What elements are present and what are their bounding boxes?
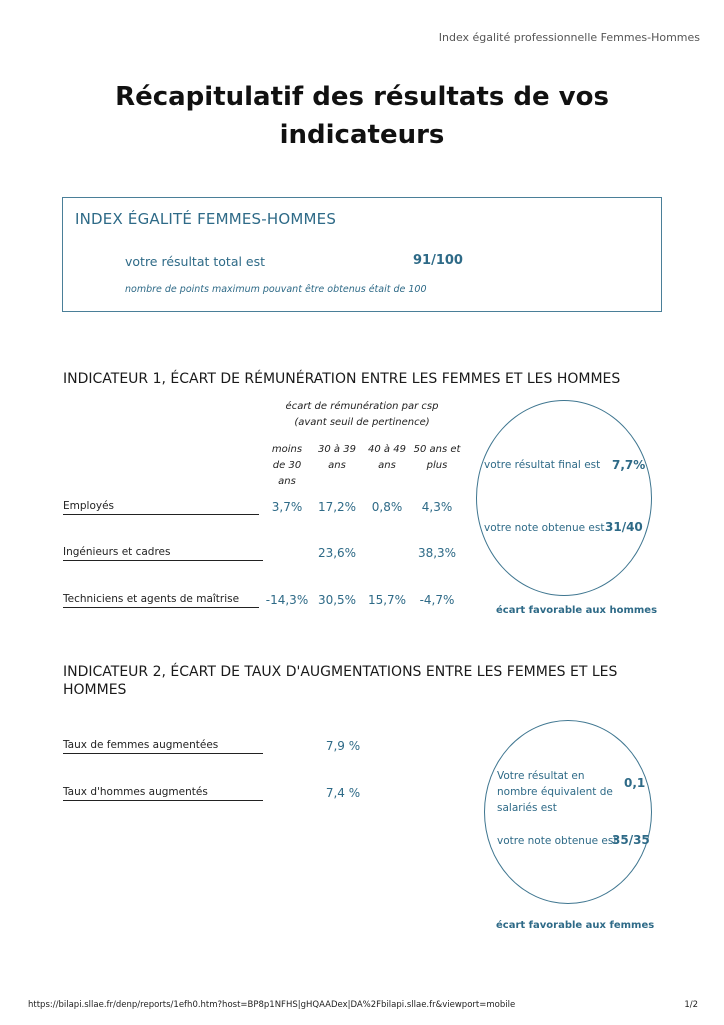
value-taux-femmes: 7,9 % (325, 739, 361, 753)
indicator2-score-value: 35/35 (612, 833, 650, 847)
indicator2-title-line-1: INDICATEUR 2, ÉCART DE TAUX D'AUGMENTATIONS ENTRE LES FEMMES ET LES (63, 664, 618, 680)
cell-employes-50-plus: 4,3% (421, 500, 453, 514)
cell-techniciens-40-49: 15,7% (367, 593, 407, 607)
row-label-ingenieurs-cadres: Ingénieurs et cadres (63, 546, 263, 561)
index-summary-box (62, 197, 662, 312)
footer-url: https://bilapi.sllae.fr/denp/reports/1efh0.htm?host=BP8p1NFHS|gHQAADex|DA%2Fbilapi.sllae.fr&viewport=mobile (28, 1000, 516, 1010)
indicator2-result-value: 0,1 (624, 776, 646, 790)
value-taux-hommes: 7,4 % (325, 786, 361, 800)
index-title: INDEX ÉGALITÉ FEMMES-HOMMES (75, 210, 337, 228)
indicator2-result-label-line: Votre résultat en (497, 770, 585, 782)
indicator1-final-value: 7,7% (612, 458, 646, 472)
column-header-40-49 (362, 442, 412, 474)
index-result-value: 91/100 (413, 253, 463, 268)
cell-employes-under-30: 3,7% (271, 500, 303, 514)
column-header-text: de 30 (272, 460, 302, 471)
column-header-text: 50 ans et (413, 444, 461, 455)
indicator2-result-label (497, 768, 613, 816)
column-header-text: 30 à 39 (318, 444, 356, 455)
column-header-text: ans (328, 460, 346, 471)
index-result-label: votre résultat total est (125, 254, 266, 269)
index-max-note: nombre de points maximum pouvant être obtenus était de 100 (125, 284, 427, 295)
indicator1-result-circle (476, 400, 652, 596)
column-header-text: plus (426, 460, 448, 471)
row-label-taux-femmes: Taux de femmes augmentées (63, 739, 263, 754)
column-header-text: ans (378, 460, 396, 471)
column-header-under-30 (262, 442, 312, 490)
cell-employes-40-49: 0,8% (371, 500, 403, 514)
indicator1-score-label: votre note obtenue est (484, 522, 605, 534)
indicator1-caption (262, 399, 462, 431)
indicator1-title: INDICATEUR 1, ÉCART DE RÉMUNÉRATION ENTRE LES FEMMES ET LES HOMMES (63, 371, 621, 387)
indicator1-final-label: votre résultat final est (484, 459, 601, 471)
column-header-50-plus (412, 442, 462, 474)
indicator1-score-value: 31/40 (605, 520, 643, 534)
cell-techniciens-under-30: -14,3% (265, 593, 309, 607)
indicator2-result-label-line: salariés est (497, 802, 557, 814)
indicator2-title-line-2: HOMMES (63, 682, 127, 698)
column-header-text: 40 à 49 (368, 444, 406, 455)
indicator2-score-label: votre note obtenue est (497, 835, 618, 847)
column-header-text: ans (278, 476, 296, 487)
row-label-techniciens: Techniciens et agents de maîtrise (63, 593, 259, 608)
page-title (0, 78, 724, 154)
indicator2-result-label-line: nombre équivalent de (497, 786, 613, 798)
footer-page-number: 1/2 (684, 1000, 698, 1010)
cell-ingenieurs-30-39: 23,6% (317, 546, 357, 560)
indicator1-favor-note: écart favorable aux hommes (496, 605, 658, 616)
cell-techniciens-50-plus: -4,7% (419, 593, 455, 607)
page-title-line-1: Récapitulatif des résultats de vos (115, 82, 609, 112)
document-header-title: Index égalité professionnelle Femmes-Hommes (438, 31, 700, 44)
cell-employes-30-39: 17,2% (317, 500, 357, 514)
row-label-taux-hommes: Taux d'hommes augmentés (63, 786, 263, 801)
cell-techniciens-30-39: 30,5% (317, 593, 357, 607)
indicator2-favor-note: écart favorable aux femmes (496, 920, 655, 931)
cell-ingenieurs-50-plus: 38,3% (417, 546, 457, 560)
indicator1-caption-line-1: écart de rémunération par csp (285, 401, 439, 412)
page-title-line-2: indicateurs (279, 120, 445, 150)
column-header-30-39 (312, 442, 362, 474)
indicator1-caption-line-2: (avant seuil de pertinence) (294, 417, 430, 428)
column-header-text: moins (271, 444, 303, 455)
row-label-employes: Employés (63, 500, 259, 515)
indicator2-title (63, 663, 673, 699)
